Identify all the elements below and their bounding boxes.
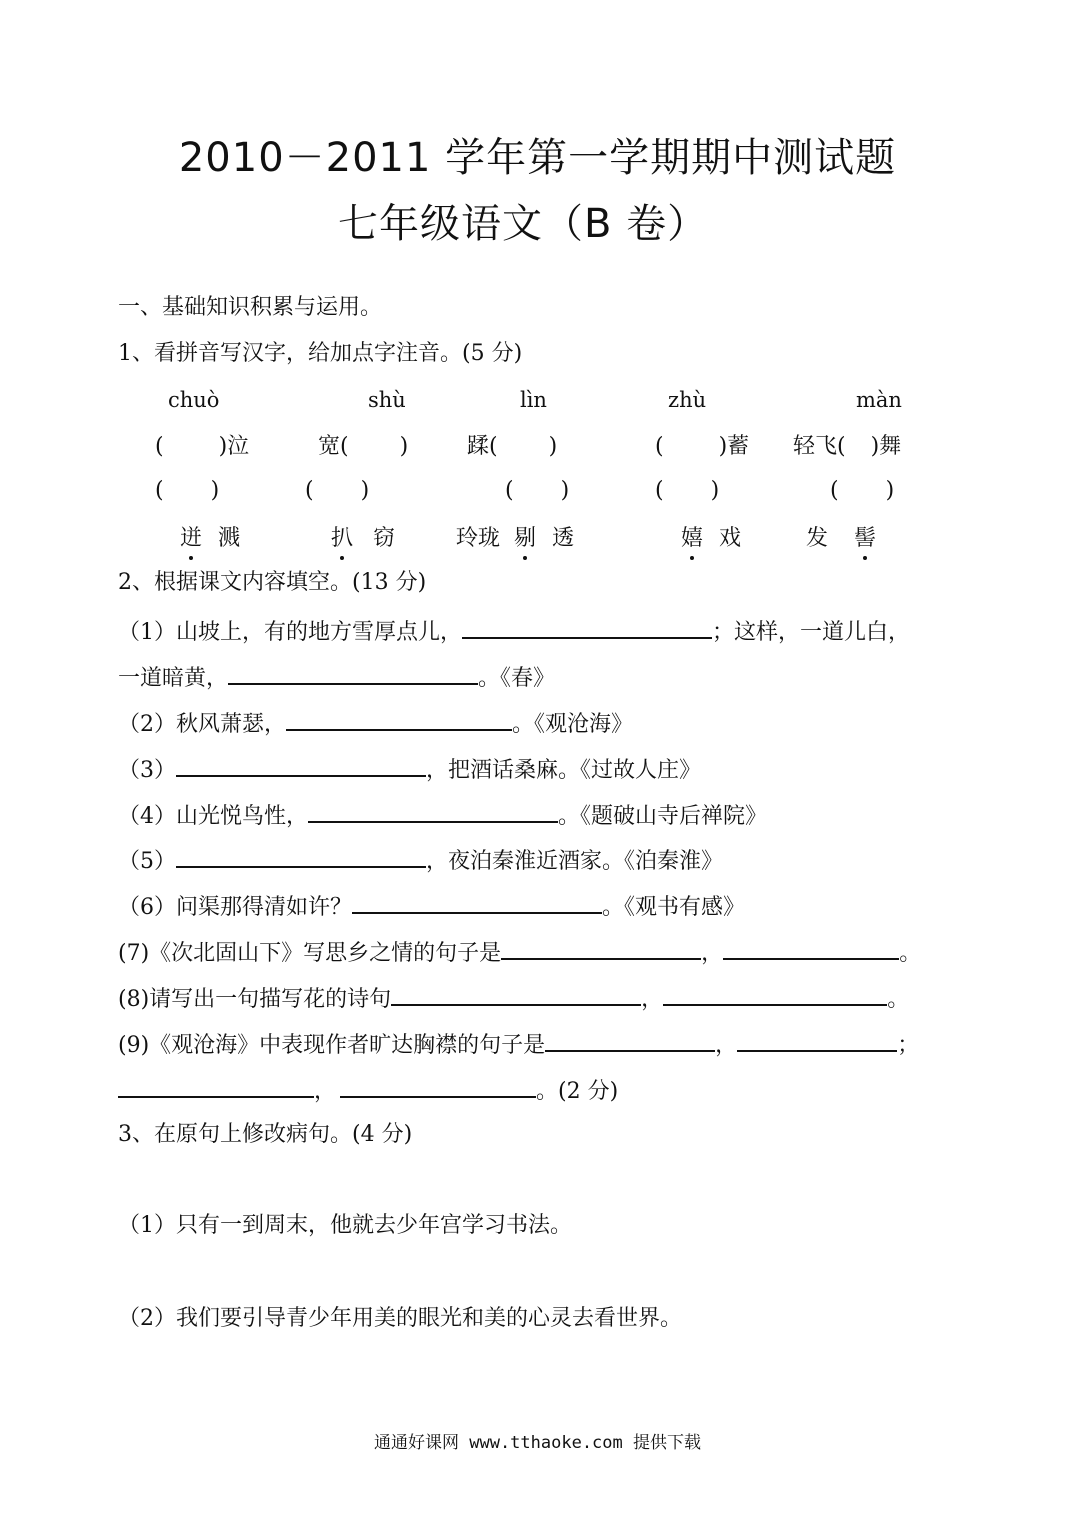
fill-blank[interactable] xyxy=(176,844,426,868)
faulty-sentence-1: （1）只有一到周末，他就去少年宫学习书法。 xyxy=(118,1213,572,1238)
pinyin-blank-5[interactable]: ( ) xyxy=(830,478,895,503)
fill-line-1: （1）山坡上，有的地方雪厚点儿， ；这样，一道儿白， xyxy=(118,615,910,648)
question-2-heading: 2、根据课文内容填空。(13 分) xyxy=(118,570,427,595)
fill-blank[interactable] xyxy=(723,936,899,960)
answer-slot-4[interactable]: ( )蓄 xyxy=(655,434,750,459)
fill-blank[interactable] xyxy=(391,982,641,1006)
pinyin-1: chuò xyxy=(168,388,220,412)
fill-line-8: (8)请写出一句描写花的诗句 ， 。 xyxy=(118,982,909,1015)
fill-blank[interactable] xyxy=(286,707,512,731)
answer-slot-1[interactable]: ( )泣 xyxy=(155,434,250,459)
fill-blank[interactable] xyxy=(118,1074,314,1098)
fill-line-6: （6）问渠那得清如许？ 。《观书有感》 xyxy=(118,890,745,923)
word-2 xyxy=(331,524,395,554)
fill-line-4: （4）山光悦鸟性， 。《题破山寺后禅院》 xyxy=(118,799,767,832)
exam-subtitle: 七年级语文（B 卷） xyxy=(338,201,709,247)
faulty-sentence-2: （2）我们要引导青少年用美的眼光和美的心灵去看世界。 xyxy=(118,1306,682,1331)
word-char: 发 xyxy=(806,526,829,551)
pinyin-blank-2[interactable]: ( ) xyxy=(305,478,370,503)
answer-slot-2[interactable]: 宽( ) xyxy=(318,434,409,459)
word-5 xyxy=(806,524,876,554)
fill-blank[interactable] xyxy=(545,1028,715,1052)
word-1 xyxy=(180,524,240,554)
fill-line-3: （3） ，把酒话桑麻。《过故人庄》 xyxy=(118,753,701,786)
word-char: 玲珑 xyxy=(456,526,501,551)
pinyin-4: zhù xyxy=(668,388,707,412)
word-char: 戏 xyxy=(719,526,742,551)
dotted-char: 迸 xyxy=(180,526,203,551)
fill-line-7: (7)《次北固山下》写思乡之情的句子是 ， 。 xyxy=(118,936,921,969)
page-footer: 通通好课网 www.tthaoke.com 提供下载 xyxy=(374,1433,701,1453)
dotted-char: 剔 xyxy=(514,526,537,551)
pinyin-2: shù xyxy=(368,388,406,412)
fill-blank[interactable] xyxy=(228,661,478,685)
word-4 xyxy=(681,524,741,554)
word-char: 溅 xyxy=(218,526,241,551)
fill-blank[interactable] xyxy=(352,890,602,914)
word-char: 窃 xyxy=(373,526,396,551)
fill-blank[interactable] xyxy=(462,615,712,639)
pinyin-blank-4[interactable]: ( ) xyxy=(655,478,720,503)
question-3-heading: 3、在原句上修改病句。(4 分) xyxy=(118,1122,413,1147)
fill-blank[interactable] xyxy=(663,982,887,1006)
fill-blank[interactable] xyxy=(340,1074,536,1098)
question-1-heading: 1、看拼音写汉字，给加点字注音。(5 分) xyxy=(118,341,523,366)
fill-blank[interactable] xyxy=(176,753,426,777)
pinyin-3: lìn xyxy=(520,388,547,412)
dotted-char: 嬉 xyxy=(681,526,704,551)
fill-line-1-cont: 一道暗黄， 。《春》 xyxy=(118,661,555,694)
word-3 xyxy=(456,524,574,554)
pinyin-blank-1[interactable]: ( ) xyxy=(155,478,220,503)
section-1-heading: 一、基础知识积累与运用。 xyxy=(118,295,383,320)
pinyin-blank-3[interactable]: ( ) xyxy=(505,478,570,503)
fill-line-9: (9)《观沧海》中表现作者旷达胸襟的句子是 ， ； xyxy=(118,1028,919,1061)
answer-slot-5[interactable]: 轻飞( )舞 xyxy=(793,434,902,459)
fill-line-5: （5） ，夜泊秦淮近酒家。《泊秦淮》 xyxy=(118,844,723,877)
answer-slot-3[interactable]: 蹂( ) xyxy=(467,434,558,459)
fill-blank[interactable] xyxy=(501,936,701,960)
fill-blank[interactable] xyxy=(308,799,558,823)
fill-line-9-cont: ， 。(2 分) xyxy=(118,1074,618,1107)
fill-line-2: （2）秋风萧瑟， 。《观沧海》 xyxy=(118,707,633,740)
pinyin-5: màn xyxy=(856,388,902,412)
word-char: 透 xyxy=(552,526,575,551)
exam-title: 2010－2011 学年第一学期期中测试题 xyxy=(178,135,897,181)
fill-blank[interactable] xyxy=(737,1028,897,1052)
dotted-char: 扒 xyxy=(331,526,354,551)
dotted-char: 髻 xyxy=(854,526,877,551)
